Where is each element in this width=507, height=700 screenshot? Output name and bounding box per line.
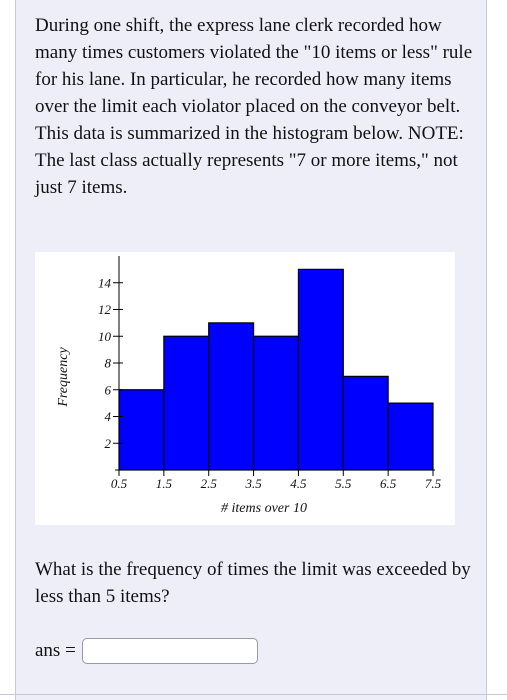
histogram-chart [35, 252, 455, 525]
answer-input[interactable] [82, 638, 258, 664]
problem-card [15, 0, 487, 700]
y-tick-label: 4 [104, 409, 111, 424]
answer-row [35, 638, 258, 664]
histogram-bar-7 [388, 403, 433, 470]
y-axis-label: Frequency [56, 347, 71, 407]
x-tick-label: 4.5 [290, 476, 307, 491]
x-axis-label: # items over 10 [221, 501, 307, 516]
x-tick-label: 7.5 [424, 476, 442, 491]
histogram-bar-3 [209, 323, 254, 470]
histogram-bar-4 [254, 336, 299, 470]
histogram-bar-5 [298, 269, 343, 470]
x-tick-label: 3.5 [245, 476, 262, 491]
x-tick-label: 2.5 [200, 476, 217, 491]
histogram-bar-2 [164, 336, 209, 470]
y-tick-label: 6 [104, 382, 111, 398]
histogram-bar-1 [119, 390, 164, 470]
x-tick-label: 5.5 [335, 476, 352, 491]
problem-text: During one shift, the express lane clerk recorded how many times customers violated the "10 items or less" rule for his lane. In particular, he recorded how many items over the limit each violator placed on the conveyor belt. This data is summarized in the histogram below. NOTE: The last class actually represents "7 or more items," not just 7 items. [35, 15, 473, 198]
y-tick-label: 12 [98, 302, 111, 317]
x-tick-label: 1.5 [155, 476, 172, 491]
question-text: What is the frequency of times the limit was exceeded by less than 5 items? [35, 559, 471, 607]
y-tick-label: 8 [104, 355, 111, 371]
histogram-svg [35, 252, 455, 525]
y-tick-label: 2 [104, 435, 111, 451]
answer-label: ans = [35, 640, 76, 661]
y-tick-label: 10 [98, 328, 111, 344]
x-tick-label: 6.5 [380, 476, 397, 491]
bottom-divider [0, 694, 507, 700]
y-tick-label: 14 [98, 275, 111, 291]
x-tick-label: 0.5 [110, 476, 128, 491]
histogram-bar-6 [343, 376, 388, 470]
